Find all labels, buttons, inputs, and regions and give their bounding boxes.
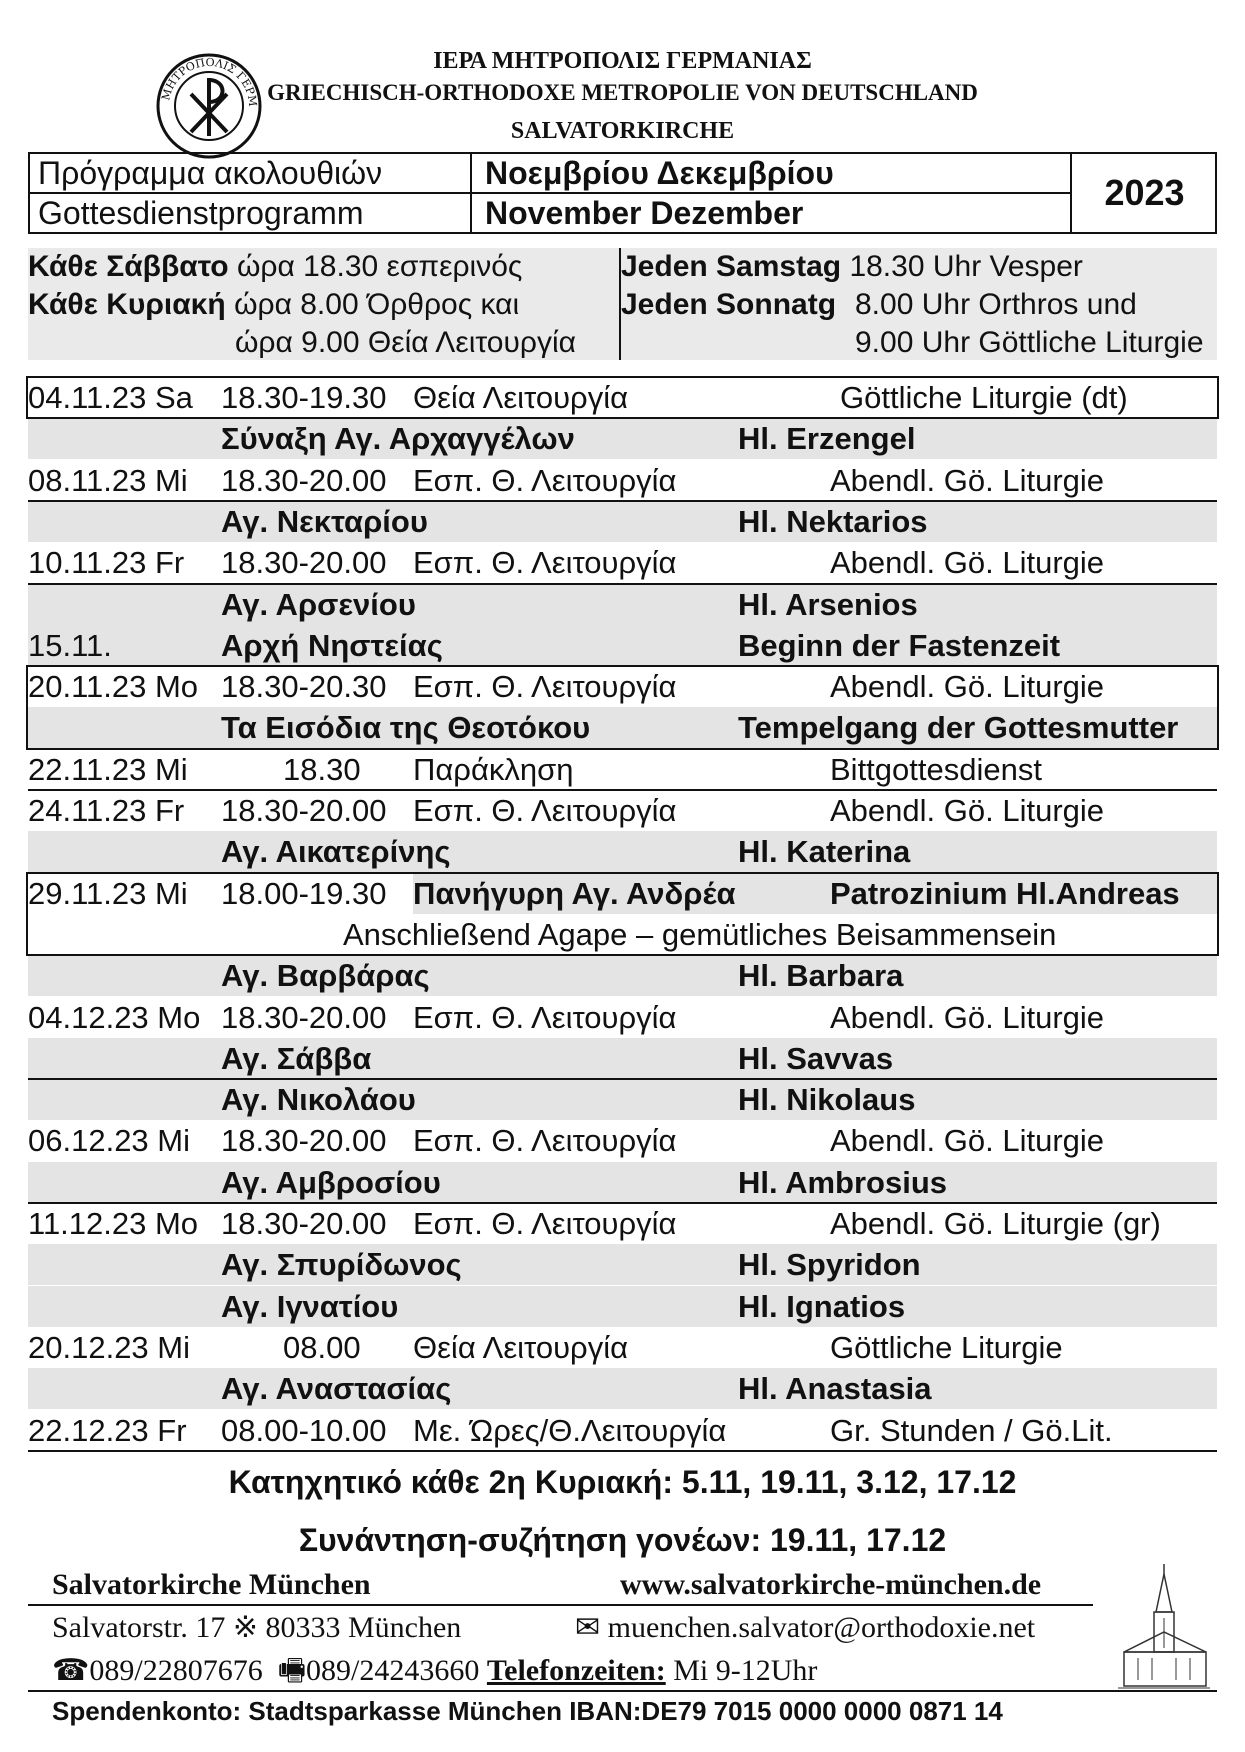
table-row <box>28 1203 1217 1244</box>
german-service: Gr. Stunden / Gö.Lit. <box>830 1412 1113 1448</box>
row-separator <box>28 583 1217 585</box>
saturday-german-label: Jeden Samstag <box>621 250 842 283</box>
greek-feast: Σύναξη Αγ. Αρχαγγέλων <box>221 421 575 457</box>
header-german: GRIECHISCH-ORTHODOXE METROPOLIE VON DEUTSCHLAND <box>267 80 978 105</box>
greek-feast: Αγ. Αικατερίνης <box>221 834 451 870</box>
saturday-greek-text: ώρα 18.30 εσπερινός <box>236 250 523 283</box>
german-feast: Hl. Nikolaus <box>738 1082 916 1118</box>
german-service: Abendl. Gö. Liturgie <box>830 793 1105 828</box>
church-name: Salvatorkirche München <box>52 1568 371 1601</box>
catechism-note: Κατηχητικό κάθε 2η Κυριακή: 5.11, 19.11, 3.12, 17.12 <box>228 1464 1017 1500</box>
german-feast: Hl. Katerina <box>738 834 911 870</box>
german-service: Abendl. Gö. Liturgie <box>830 462 1105 498</box>
date-cell: 24.11.23 Fr <box>28 793 185 828</box>
footer-rule <box>28 1604 1093 1606</box>
time-cell: 18.30 <box>283 751 361 787</box>
table-row <box>28 542 1217 583</box>
greek-feast: Αγ. Νεκταρίου <box>221 503 428 539</box>
table-row <box>28 1120 1217 1161</box>
time-cell: 18.00-19.30 <box>221 875 387 911</box>
date-cell: 04.11.23 Sa <box>28 380 193 415</box>
feast-row <box>28 1244 1217 1285</box>
sunday-greek-label: Κάθε Κυριακή <box>28 288 226 321</box>
address: Salvatorstr. 17 ※ 80333 München <box>52 1611 462 1644</box>
table-row <box>28 790 1217 831</box>
sunday-greek-text: ώρα 8.00 Όρθρος και <box>234 288 520 321</box>
date-cell: 22.11.23 Mi <box>28 751 188 787</box>
german-feast: Hl. Ignatios <box>738 1288 906 1324</box>
sunday-german-label: Jeden Sonnatg <box>621 288 837 321</box>
table-row <box>28 1327 1217 1368</box>
german-feast: Hl. Nektarios <box>738 503 928 539</box>
greek-feast: Πανήγυρη Αγ. Ανδρέα <box>413 875 736 911</box>
email-icon: ✉ <box>575 1611 601 1644</box>
greek-service: Εσπ. Θ. Λειτουργία <box>413 793 677 828</box>
svg-text:ΜΗΤΡΟΠΟΛΙΣ ΓΕΡΜΑΝΙΑΣ ΙΕΡΑ: ΜΗΤΡΟΠΟΛΙΣ ΓΕΡΜ <box>159 55 260 108</box>
sunday-greek-text-2: ώρα 9.00 Θεία Λειτουργία <box>235 326 576 359</box>
parents-meeting-note: Συνάντηση-συζήτηση γονέων: 19.11, 17.12 <box>298 1522 947 1558</box>
german-service: Abendl. Gö. Liturgie <box>830 669 1105 705</box>
feast-row <box>28 1038 1217 1079</box>
greek-feast: Αρχή Νηστείας <box>221 627 443 663</box>
greek-service: Εσπ. Θ. Λειτουργία <box>413 1123 677 1159</box>
greek-feast: Αγ. Ιγνατίου <box>221 1288 399 1324</box>
fax-number: 089/24243660 <box>306 1654 480 1687</box>
time-cell: 18.30-19.30 <box>221 380 387 415</box>
table-row <box>28 460 1217 501</box>
row-separator <box>28 500 1217 502</box>
german-service: Abendl. Gö. Liturgie <box>830 1123 1105 1159</box>
greek-service: Εσπ. Θ. Λειτουργία <box>413 545 677 581</box>
header-greek: ΙΕΡΑ ΜΗΤΡΟΠΟΛΙΣ ΓΕΡΜΑΝΙΑΣ <box>433 48 812 74</box>
feast-row <box>28 955 1217 996</box>
german-service: Abendl. Gö. Liturgie <box>830 999 1105 1035</box>
row-separator <box>28 789 1217 791</box>
feast-row <box>28 831 1217 872</box>
date-cell: 15.11. <box>28 627 112 663</box>
table-row <box>28 749 1217 790</box>
german-feast: Hl. Ambrosius <box>738 1164 947 1200</box>
sunday-german-text-2: 9.00 Uhr Göttliche Liturgie <box>855 326 1204 359</box>
greek-service: Εσπ. Θ. Λειτουργία <box>413 999 677 1035</box>
german-service: Göttliche Liturgie <box>830 1329 1063 1365</box>
highlight-box <box>26 665 1219 750</box>
website-link[interactable]: www.salvatorkirche-münchen.de <box>620 1568 1042 1601</box>
row-separator <box>28 1202 1217 1204</box>
highlight-box <box>26 376 1219 419</box>
time-cell: 18.30-20.00 <box>221 793 387 828</box>
german-feast: Hl. Arsenios <box>738 586 918 622</box>
greek-feast: Αγ. Νικολάου <box>221 1082 416 1118</box>
greek-service: Θεία Λειτουργία <box>413 1329 629 1365</box>
german-feast: Hl. Barbara <box>738 958 904 994</box>
phone-hours-label: Telefonzeiten: <box>486 1654 666 1687</box>
time-cell: 18.30-20.00 <box>221 1206 387 1241</box>
german-service: Göttliche Liturgie (dt) <box>840 380 1128 415</box>
german-feast: Hl. Spyridon <box>738 1247 921 1283</box>
row-separator <box>28 1078 1217 1080</box>
label-german: Gottesdienstprogramm <box>38 195 364 231</box>
feast-row <box>28 1368 1217 1409</box>
feast-row <box>28 584 1217 625</box>
date-cell: 22.12.23 Fr <box>28 1412 187 1448</box>
german-feast: Beginn der Fastenzeit <box>738 627 1061 663</box>
table-row <box>28 1410 1217 1451</box>
header-church: SALVATORKIRCHE <box>510 118 735 144</box>
bank-account: Spendenkonto: Stadtsparkasse München IBAN:DE79 7015 0000 0000 0871 14 <box>52 1696 1003 1726</box>
feast-row <box>28 1079 1217 1120</box>
feast-row <box>28 418 1217 459</box>
feast-row <box>28 501 1217 542</box>
date-cell: 20.11.23 Mo <box>28 669 199 705</box>
date-cell: 10.11.23 Fr <box>28 545 185 581</box>
email-link[interactable]: muenchen.salvator@orthodoxie.net <box>607 1611 1036 1644</box>
date-cell: 08.11.23 Mi <box>28 462 188 498</box>
german-feast: Hl. Anastasia <box>738 1371 932 1407</box>
greek-service: Εσπ. Θ. Λειτουργία <box>413 669 677 705</box>
german-service: Abendl. Gö. Liturgie (gr) <box>830 1206 1161 1241</box>
german-feast: Tempelgang der Gottesmutter <box>738 710 1179 746</box>
german-feast: Hl. Erzengel <box>738 421 916 457</box>
time-cell: 18.30-20.00 <box>221 462 387 498</box>
months-german: November Dezember <box>485 195 804 231</box>
greek-feast: Αγ. Αναστασίας <box>221 1371 452 1407</box>
date-cell: 20.12.23 Mi <box>28 1329 190 1365</box>
fax-icon: 🖷 <box>270 1654 307 1687</box>
sunday-german-text: 8.00 Uhr Orthros und <box>855 288 1137 321</box>
highlight-box <box>26 872 1219 957</box>
greek-feast: Τα Εισόδια της Θεοτόκου <box>221 710 591 746</box>
feast-row <box>28 625 1217 666</box>
time-cell: 18.30-20.00 <box>221 545 387 581</box>
date-cell: 04.12.23 Mo <box>28 999 201 1035</box>
saturday-german-text: 18.30 Uhr Vesper <box>849 250 1083 283</box>
greek-feast: Αγ. Σάββα <box>221 1040 372 1076</box>
year: 2023 <box>1104 172 1185 213</box>
german-service: Bittgottesdienst <box>830 751 1042 787</box>
saturday-greek-label: Κάθε Σάββατο <box>28 250 229 283</box>
phone-hours: Mi 9-12Uhr <box>673 1654 818 1687</box>
greek-feast: Αγ. Σπυρίδωνος <box>221 1247 462 1283</box>
note-text: Anschließend Agape – gemütliches Beisammensein <box>343 916 1057 952</box>
table-row <box>28 997 1217 1038</box>
greek-service: Παράκληση <box>413 751 574 787</box>
greek-service: Με. Ώρες/Θ.Λειτουργία <box>413 1412 727 1448</box>
greek-service: Εσπ. Θ. Λειτουργία <box>413 462 677 498</box>
date-cell: 29.11.23 Mi <box>28 875 188 911</box>
german-feast: Patrozinium Hl.Andreas <box>830 875 1180 911</box>
greek-service: Εσπ. Θ. Λειτουργία <box>413 1206 677 1241</box>
greek-service: Θεία Λειτουργία <box>413 380 629 415</box>
label-greek: Πρόγραμμα ακολουθιών <box>38 155 383 191</box>
greek-feast: Αγ. Αμβροσίου <box>221 1164 441 1200</box>
time-cell: 18.30-20.00 <box>221 999 387 1035</box>
phone-number: 089/22807676 <box>89 1654 263 1687</box>
months-greek: Νοεμβρίου Δεκεμβρίου <box>485 155 834 191</box>
time-cell: 08.00-10.00 <box>221 1412 387 1448</box>
date-cell: 11.12.23 Mo <box>28 1206 199 1241</box>
date-cell: 06.12.23 Mi <box>28 1123 190 1159</box>
greek-feast: Αγ. Βαρβάρας <box>221 958 430 994</box>
feast-row <box>28 1162 1217 1203</box>
time-cell: 18.30-20.00 <box>221 1123 387 1159</box>
phone-icon: ☎ <box>52 1654 90 1687</box>
footer-rule <box>28 1690 1217 1692</box>
time-cell: 08.00 <box>283 1329 361 1365</box>
german-service: Abendl. Gö. Liturgie <box>830 545 1105 581</box>
time-cell: 18.30-20.30 <box>221 669 387 705</box>
row-separator <box>28 1450 1217 1452</box>
feast-row <box>28 1286 1217 1327</box>
church-illustration <box>1118 1562 1210 1690</box>
greek-feast: Αγ. Αρσενίου <box>221 586 416 622</box>
german-feast: Hl. Savvas <box>738 1040 894 1076</box>
